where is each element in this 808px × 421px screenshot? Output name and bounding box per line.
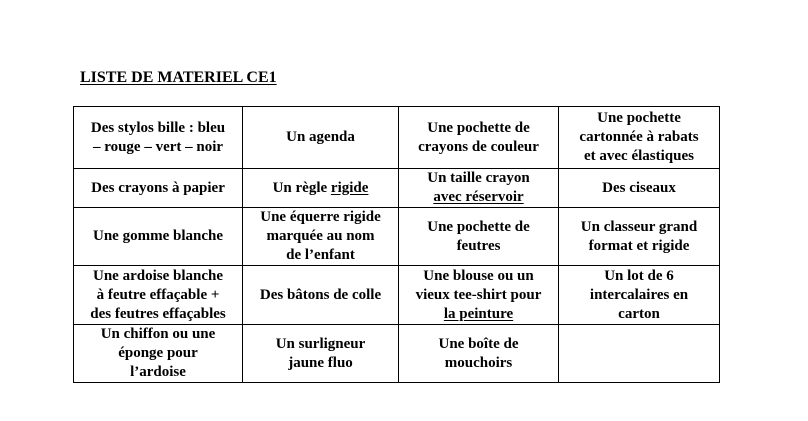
- cell-line: Une pochette de: [427, 218, 530, 235]
- cell-line: Un agenda: [286, 129, 355, 145]
- cell-line: vieux tee-shirt pour: [415, 286, 542, 303]
- cell-line: Une pochette de: [427, 119, 530, 136]
- cell-line: – rouge – vert – noir: [92, 138, 224, 155]
- cell-line: format et rigide: [588, 237, 690, 254]
- table-cell: [243, 266, 399, 325]
- cell-line: l’ardoise: [130, 364, 186, 380]
- cell-line: intercalaires en: [589, 286, 689, 303]
- cell-line: carton: [618, 305, 660, 322]
- document-title: LISTE DE MATERIEL CE1: [80, 69, 277, 86]
- cell-line: Des crayons à papier: [91, 179, 225, 196]
- table-cell: [399, 169, 559, 208]
- table-row: [74, 107, 720, 169]
- table-cell: [74, 325, 243, 383]
- cell-text: Un règle: [272, 179, 331, 196]
- table-row: [74, 208, 720, 266]
- cell-line: cartonnée à rabats: [579, 129, 699, 145]
- cell-line: Une ardoise blanche: [92, 267, 223, 284]
- table-cell: [74, 169, 243, 208]
- cell-line: de l’enfant: [286, 247, 355, 263]
- table-cell: [399, 266, 559, 325]
- cell-line: Une blouse ou un: [423, 267, 534, 284]
- cell-line: et avec élastiques: [584, 148, 694, 164]
- cell-line: Une équerre rigide: [260, 209, 381, 225]
- cell-line: Un classeur grand: [580, 218, 698, 235]
- table-cell: [243, 325, 399, 383]
- table-cell: [559, 208, 720, 266]
- table-cell: [74, 107, 243, 169]
- table-cell: [74, 208, 243, 266]
- cell-line: Des stylos bille : bleu: [90, 119, 226, 136]
- cell-line: feutres: [456, 237, 501, 254]
- cell-line: la peinture: [443, 305, 514, 322]
- supply-list-table: [73, 106, 720, 383]
- cell-line: Un lot de 6: [604, 267, 674, 284]
- cell-line: crayons de couleur: [418, 138, 539, 155]
- cell-line: Un chiffon ou une: [100, 326, 216, 342]
- cell-line: Une gomme blanche: [93, 228, 223, 244]
- cell-line: Une boîte de: [438, 335, 519, 352]
- cell-line: Des bâtons de colle: [259, 286, 382, 303]
- table-cell: [243, 169, 399, 208]
- cell-line: Des ciseaux: [602, 179, 676, 196]
- cell-line: [247, 179, 394, 198]
- table-cell: [243, 208, 399, 266]
- table-cell: [559, 107, 720, 169]
- table-cell: [74, 266, 243, 325]
- table-cell: [399, 208, 559, 266]
- empty-cell: [559, 325, 720, 383]
- table-cell: [559, 266, 720, 325]
- cell-line: éponge pour: [118, 345, 198, 361]
- cell-line: jaune fluo: [288, 354, 353, 371]
- table-cell: [399, 325, 559, 383]
- underlined-text: avec réservoir: [433, 189, 524, 205]
- table-row: [74, 325, 720, 383]
- cell-line: Un taille crayon: [427, 170, 530, 186]
- cell-line: Une pochette: [597, 110, 681, 126]
- table-cell: [243, 107, 399, 169]
- cell-line: mouchoirs: [444, 354, 513, 371]
- table-cell: [559, 169, 720, 208]
- table-row: [74, 266, 720, 325]
- underlined-text: rigide: [330, 179, 369, 196]
- table-cell: [399, 107, 559, 169]
- cell-line: Un surligneur: [275, 335, 366, 352]
- cell-line: à feutre effaçable +: [96, 286, 220, 303]
- cell-line: marquée au nom: [266, 228, 375, 244]
- table-row: [74, 169, 720, 208]
- cell-line: des feutres effaçables: [90, 305, 226, 322]
